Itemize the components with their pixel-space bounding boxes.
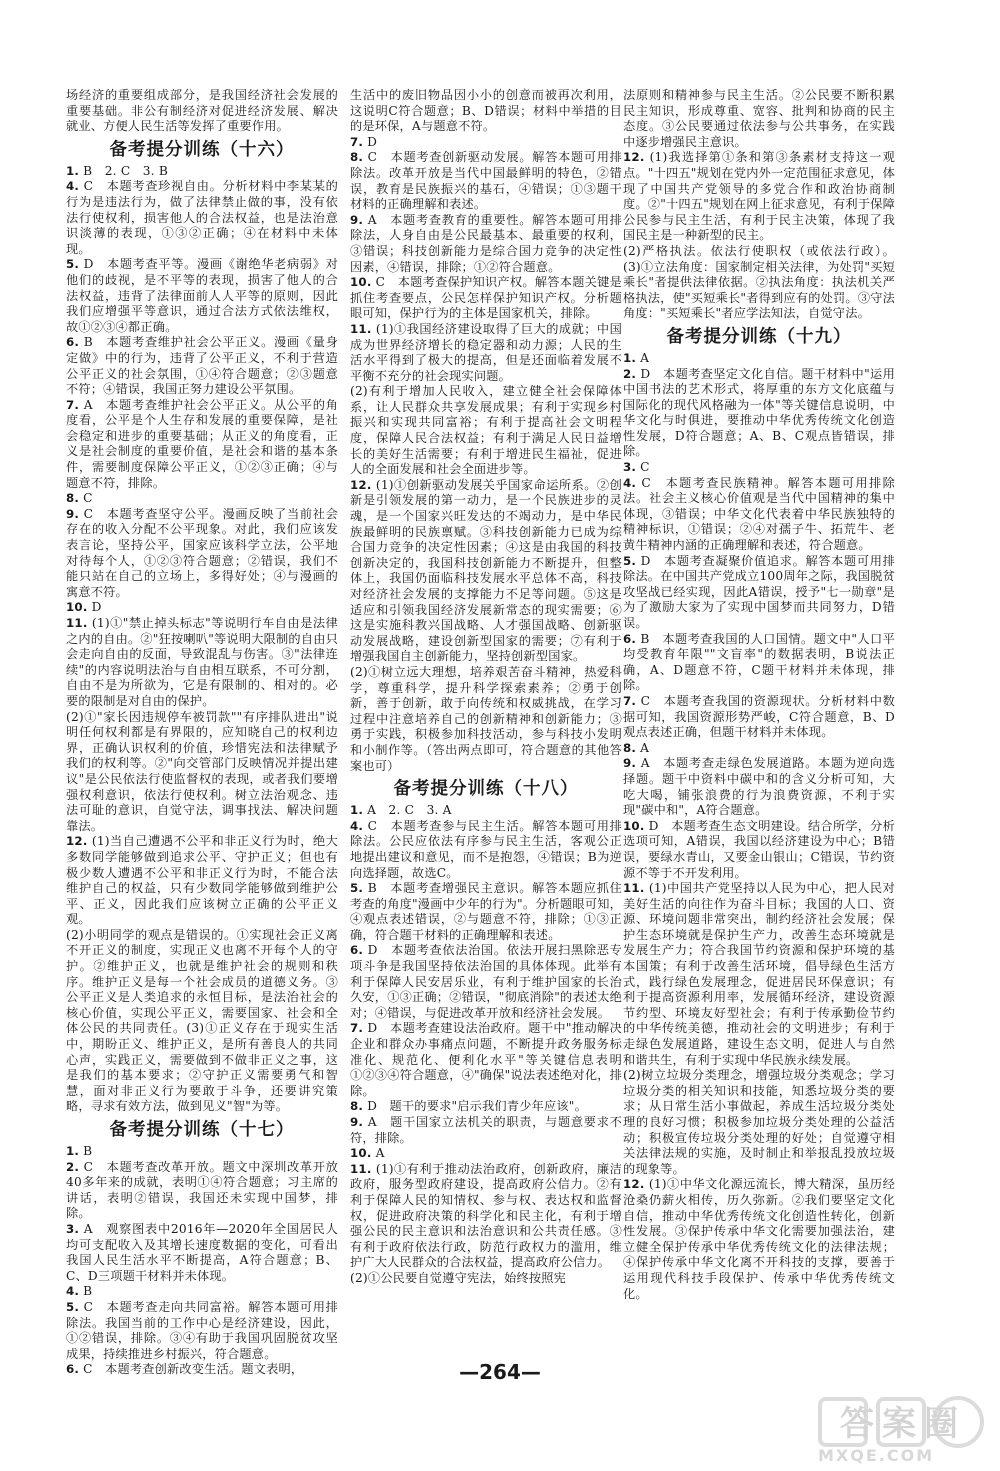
question-number: 6. [623,631,637,646]
answer-entry [350,803,622,819]
question-number: 9. [66,506,80,521]
question-number: 7. [66,397,80,412]
answer-entry [350,322,622,478]
answer-text: (1)当自己遭遇不公平和非正义行为时，绝大多数同学能够做到追求公平、守护正义；但也有极少数人遭遇不公平和非正义行为时，不能合法维护自己的权益，只有少数同学能够做到维护公平、正义，因此我们应该树立正确的公平正义观。 [66,834,338,927]
question-number: 6. [66,335,80,350]
answer-text: A 题干国家立法机关的职责，与题意要求不符，排除。 [350,1115,622,1145]
question-number: 1. [350,803,364,818]
answer-text: A 本题考查走绿色发展道路。本题为逆向选择题。题干中资料中碳中和的含义分析可知，大吃大喝，铺张浪费的行为浪费资源，不利于实现"碳中和"，A符合题意。 [623,756,895,818]
question-number: 3. [66,1221,80,1236]
answer-text: (1)①创新驱动发展关乎国家命运所系。②创新是引领发展的第一动力，是一个民族进步的灵魂，是一个国家兴旺发达的不竭动力，是中华民族最鲜明的民族禀赋。③科技创新能力已成为综合国力竞争的决定性因素；④这是由我国的科技创新决定的，我国科技创新能力不断提升，但整体上，我国仍面临科技发展水平总体不高，科技对经济社会发展的支撑能力不足等问题。⑤这是适应和引领我国经济发展新常态的现实需要；⑥这是实施科教兴国战略、人才强国战略、创新驱动发展战略，建设创新型国家的需要；⑦有利于增强我国自主创新能力，坚持创新型国家。 [350,477,622,664]
answer-entry [66,179,338,257]
question-number: 5. [66,1299,80,1314]
answer-subpart: (2)①"家长因违规停车被罚款""有序排队进出"说明任何权利都是有界限的，应知晓自己的权利边界，正确认识权利的价值，珍惜宪法和法律赋予我们的权利等。②"向交管部门反映情况并提出建议"是公民依法行使监督权的表现，或者我们要增强权利意识，依法行使权利。树立法治观念、违法可耻的意识，自觉守法，调事找法、解决问题靠法。 [66,709,338,833]
answer-subpart: (2)小明同学的观点是错误的。①实现社会正义离不开正义的制度，实现正义也离不开每个人的守护。②维护正义，也就是维护社会的规则和秩序。维护正义是每一个社会成员的道德义务。③公平正义是人类追求的永恒目标，是法治社会的核心价值，实现公平正义，需要国家、社会和全体公民的共同责任。(3)①正义存在于现实生活中，期盼正义、维护正义，是所有善良人的共同心声，实践正义，需要做到不做非正义之事，这是我们的基本要求；②守护正义需要勇气和智慧，面对非正义行为要敢于斗争，还要讲究策略，寻求有效方法，做到见义"智"为等。 [66,927,338,1114]
answer-text: C 本题考查创新改变生活。题文表明， [83,1362,304,1377]
question-number: 3. [623,460,637,475]
question-number: 9. [623,756,637,771]
question-number: 8. [623,740,637,755]
continued-text: 法原则和精神参与民主生活。②公民要不断积累民主知识，形成尊重、宽容、批判和协商的民主态度。③公民要通过依法参与公共事务，在实践中逐步增强民主意识。 [623,88,895,149]
answer-subpart: (2)严格执法。依法行使职权（或依法行政）。(3)①立法角度：国家制定相关法律，为处罚"买短乘长"者提供法律依据。②执法角度：执法机关严格执法，使"买短乘长"者得到应有的处罚。③守法角度："买短乘长"者应学法知法，自觉守法。 [623,243,895,321]
section-heading: 备考提分训练（十六） [109,139,295,160]
answer-entry [350,135,622,151]
answer-entry [66,616,338,834]
answer-text: D 本题考查依法治国。依法开展扫黑除恶专项斗争是我国坚持依法治国的具体体现。此举有利于保障人民安居乐业，有利于维护国家的长治久安，①③正确；②错误，"彻底消除"的表述太绝对；④错误，与促进改革开放和经济社会发展。 [350,943,622,1020]
answer-text: (1)中国共产党坚持以人民为中心，把人民对美好生活的向往作为奋斗目标；我国的人口、资源、环境问题非常突出，制约经济社会发展；保护生态环境就是保护生产力，改善生态环境就是发展生产力；符合我国节约资源和保护环境的基本国策；有利于改善生活环境，倡导绿色生活方式，践行绿色发展理念，促进居民环保意识；有利于提高资源利用率，发展循环经济，建设资源节约型、环境友好型社会；有利于传承勤俭节约的中华传统美德，推动社会的文明进步；有利于走绿色发展道路，建设生态文明，促进人与自然和谐共生，有利于实现中华民族永续发展。 [623,881,895,1067]
question-number: 8. [350,1099,364,1114]
answer-text: A 本题考查维护社会公平正义。从公平的角度看，公平是个人生存和发展的重要保障，是社会稳定和进步的重要基础；从正义的角度看，正义是社会制度的重要价值，是社会和谐的基本条件，需要制度保障公平正义，①②③正确；④与题意不符，排除。 [66,397,338,490]
answer-entry [623,554,895,632]
column-2 [350,88,622,1348]
answer-subpart: (2)有利于增加人民收入，建立健全社会保障体系，让人民群众共享发展成果；有利于实现乡村振兴和实现共同富裕；有利于提高社会文明程度，保障人民合法权益；有利于满足人民日益增长的美好生活需要；有利于增进民生福祉，促进人的全面发展和社会全面进步等。 [350,384,622,477]
answer-text: D 本题考查凝聚价值追求。解答本题可用排除法。在中国共产党成立100周年之际，我国脱贫攻坚战已经实现，因此A错误，授予"七一勋章"是为了激励大家为了实现中国梦而共同努力，D错误。 [623,553,895,630]
answer-text: D 本题考查坚定文化自信。题干材料中"运用中国书法的艺术形式，将厚重的东方文化底蕴与国际化的现代风格融为一体"等关键信息说明，中华文化与时俱进，要推动中华优秀传统文化创造性发展，D符合题意；A、B、C观点皆错误，排除。 [623,366,895,459]
answer-entry [66,1284,338,1300]
continued-text: 场经济的重要组成部分，是我国经济社会发展的重要基础。非公有制经济对促进经济发展、解决就业、方便人民生活等发挥了重要作用。 [66,88,338,134]
column-3 [623,88,895,1338]
answer-text: C [640,460,650,475]
answer-text: D 题干的要求"启示我们青少年应该"。 [367,1099,587,1114]
question-number: 6. [350,943,364,958]
answer-entry [66,1144,338,1160]
answer-text: B [83,1284,93,1299]
section-heading: 备考提分训练（十七） [109,1120,295,1140]
question-number: 7. [350,1021,364,1036]
question-number: 11. [623,881,645,896]
answer-entry [623,632,895,694]
answer-text: (1)我选择第①条和第③条素材支持这一观点。"十四五"规划在党内外一定范围征求意见，体现了中国共产党领导的多党合作和政治协商制度。②"十四五"规划在网上征求意见，有利于保障公民参与民主生活，有利于民主决策，体现了我国民主是一种新型的民主。 [623,150,895,243]
answer-entry [623,756,895,818]
question-number: 4. [623,475,637,490]
answer-entry [350,943,622,1021]
answer-entry [66,398,338,492]
question-number: 4. [66,179,80,194]
answer-text: A [375,1146,385,1161]
answer-entry [350,1115,622,1146]
answer-entry [350,1146,622,1162]
answer-text: C 本题考查走向共同富裕。解答本题可用排除法。我国当前的工作中心是经济建设，因此，①②错误，排除。③④有助于我国巩固脱贫攻坚成果，持续推进乡村振兴，符合题意。 [66,1299,338,1361]
question-number: 1. [623,350,637,365]
answer-text: D 本题考查建设法治政府。题干中"推动解决企业和群众办事痛点问题，不断提升政务服务标准化、规范化、便利化水平"等关键信息表明①②③④符合题意，④"确保"说法表述绝对化，排除。 [350,1021,622,1098]
answer-entry [623,694,895,741]
question-number: 12. [66,834,88,849]
answer-entry [623,741,895,757]
question-number: 12. [350,477,372,492]
question-number: 7. [350,134,364,149]
question-number: 2. [623,366,637,381]
question-number: 11. [350,321,372,336]
answer-text: A 观察图表中2016年—2020年全国居民人均可支配收入及其增长速度数据的变化，可看出我国人民生活水平不断提高，A符合题意；B、C、D三项题干材料并未体现。 [66,1221,338,1283]
answer-entry [66,164,338,180]
question-number: 10. [350,275,372,290]
page-number: —264— [459,1360,541,1384]
answer-text: C 本题考查创新驱动发展。解答本题可用排除法。改革开放是当代中国最鲜明的特色，②错误，教育是民族振兴的基石，④错误；①③题干材料的正确理解和表述。 [350,150,622,212]
watermark-url: MXQE.COM [818,1446,935,1465]
answer-text: B [83,1144,93,1158]
answer-entry [350,819,622,881]
answer-text: C 本题考查珍视自由。分析材料中李某某的行为是违法行为，做了法律禁止做的事，没有依法行使权利，损害他人的合法权益，也是法治意识淡薄的表现，①③②正确；④在材料中未体现。 [66,179,338,256]
answer-entry [623,819,895,881]
question-number: 11. [66,616,88,630]
answer-entry [350,1099,622,1115]
answer-subpart: (2)树立垃圾分类理念，增强垃圾分类观念；学习垃圾分类的相关知识和技能，知悉垃圾分类的要求；从日常生活小事做起，养成生活垃圾分类处理的良好习惯；积极参加垃圾分类处理的公益活动；积极宣传垃圾分类处理的好处；自觉遵守相关法律法规的实施，及时制止和举报乱投放垃圾的现象等。 [623,1068,895,1176]
question-number: 9. [350,1115,364,1129]
answer-text: (1)①我国经济建设取得了巨大的成就；中国成为世界经济增长的稳定器和动力源；人民的生活水平得到了极大的提高，但是还面临着发展不平衡不充分的社会现实问题。 [350,321,622,383]
answer-text: C [83,491,93,506]
answer-text: C 本题考查我国的资源现状。分析材料中数据可知，我国资源形势严峻，C符合题意，B、D观点表述正确，但题干材料并未体现。 [623,693,895,740]
answer-text: C 本题考查民族精神。解答本题可用排除法。社会主义核心价值观是当代中国精神的集中体现，③错误；中华文化代表着中华民族独特的精神标识，①错误；②④对孺子牛、拓荒牛、老黄牛精神内涵的正确理解和表述，符合题意。 [623,475,895,553]
question-number: 11. [350,1161,372,1176]
column-1 [66,88,339,1377]
question-number: 12. [623,150,645,165]
question-number: 10. [350,1146,372,1161]
question-number: 1. [66,163,80,178]
question-number: 4. [66,1284,80,1299]
answer-entry [66,257,338,335]
question-number: 4. [350,818,364,833]
answer-subpart: (2)①树立远大理想，培养艰苦奋斗精神，热爱科学，尊重科学，提升科学探索素养；②勇于创新，善于创新，敢于向传统和权威挑战，在学习过程中注意培养自己的创新精神和创新能力；③勇于实践，积极参加科技活动，参与科技小发明和小制作等。（答出两点即可，符合题意的其他答案也可） [350,664,622,773]
answer-entry [623,1177,895,1302]
answer-text: B 本题考查维护社会公平正义。漫画《量身定做》中的行为，违背了公平正义，不利于营造公平正义的社会氛围，①④符合题意；②③题意不符；④错误，我国正努力建设公平氛围。 [66,335,338,397]
answer-text: (1)①"禁止掉头标志"等说明行车自由是法律之内的自由。②"狂按喇叭"等说明大限制的自由只会走向自由的反面，导致混乱与伤害。③"法律连续"的内容说明法治与自由相互联系，不可分割，自由不是为所欲为，它是有限制的、相对的。必要的限制是对自由的保护。 [66,616,339,708]
answer-text: C 本题考查参与民主生活。解答本题可用排除法。公民应依法有序参与民主生活，客观公正地提出建议和意见，而不是抱怨，④错误；B为逆向选择题，故选C。 [350,818,622,880]
answer-entry [66,491,338,507]
watermark-text: 答案圈 [840,1404,966,1444]
answer-text: A 本题考查教育的重要性。解答本题可用排除法，人身自由是公民最基本、最重要的权利，③错误；科技创新能力是综合国力竞争的决定性因素，④错误，排除；①②符合题意。 [350,212,622,274]
answer-text: C 本题考查保护知识产权。解答本题关键是抓住考查要点，公民怎样保护知识产权。分析题眼可知，保护行为的主体是国家机关，排除。 [350,275,622,321]
question-number: 6. [66,1362,80,1377]
answer-text: A [640,350,650,365]
question-number: 8. [66,491,80,506]
answer-text: C 本题考查坚守公平。漫画反映了当前社会存在的收入分配不公平现象。对此，我们应该发表言论，坚持公平，国家应该科学立法，公平地对待每个人，①②③符合题意；②错误，我们不能只站在自己的立场上，多得好处；④与漫画的寓意不符。 [66,506,338,599]
question-number: 1. [66,1144,80,1158]
answer-entry [350,213,622,275]
answer-entry [350,275,622,322]
section-heading: 备考提分训练（十九） [666,326,852,347]
answer-text: (1)①有利于推动法治政府，创新政府，廉洁政府，服务型政府建设，提高政府公信力。②有利于保障人民的知情权、参与权、表达权和监督权，促进政府决策的科学化和民主化，有利于增强公民的民主意识和法治意识和公共责任感。③有利于政府依法行政，防范行政权力的滥用，维护广大人民群众的合法权益，提高政府公信力。 [350,1161,622,1270]
answer-entry [66,1160,338,1222]
answer-entry [350,1021,622,1099]
answer-entry [623,351,895,367]
answer-entry [66,1222,338,1284]
answer-text: B 本题考查增强民主意识。解答本题应抓住考查的角度"漫画中少年的行为"。分析题眼可知，④观点表述错误，②与题意不符，排除；①③正确，符合题干材料的正确理解和表述。 [350,881,622,942]
answer-entry [623,460,895,476]
answer-text: D [91,600,102,615]
answer-entry [66,600,338,616]
question-number: 8. [350,150,364,165]
answer-entry [623,881,895,1177]
question-number: 5. [66,257,80,272]
answer-entry [350,478,622,774]
answer-entry [350,150,622,212]
answer-text: D 本题考查生态文明建设。结合所学，分析选项可知，A错误，我国以经济建设为中心；B错误，要绿水青山，又要金山银山；C错误，节约资源不等于不开发利用。 [623,818,895,880]
question-number: 5. [623,553,637,568]
answer-entry [623,367,895,461]
answer-entry [623,476,895,554]
section-heading: 备考提分训练（十八） [393,779,579,800]
answer-entry [66,507,338,601]
answer-text: A 2. C 3. A [367,803,452,818]
answer-entry [623,150,895,322]
question-number: 2. [66,1159,80,1174]
answer-text: B 本题考查我国的人口国情。题文中"人口平均受教育年限""文盲率"的数据表明，B说法正确，A、D题意不符，C题干材料并未体现，排除。 [623,631,896,693]
question-number: 10. [623,818,645,833]
question-number: 10. [66,600,88,615]
continued-text: 生活中的废旧物品因小小的创意而被再次利用，这说明C符合题意；B、D错误；材料中举措的目的是环保，A与题意不符。 [350,88,622,134]
answer-text: B 2. C 3. B [83,163,168,178]
answer-subpart: (2)①公民要自觉遵守宪法，始终按照宪 [350,1270,567,1285]
question-number: 7. [623,693,637,708]
answer-entry [66,335,338,397]
answer-text: D 本题考查平等。漫画《谢绝华老病弱》对他们的歧视，是不平等的表现，损害了他人的合法权益，违背了法律面前人人平等的原则，因此我们应增强平等意识，通过合法方式依法维权，故①②③④都正确。 [66,257,338,334]
question-number: 5. [350,881,364,896]
answer-text: (1)①中华文化源远流长，博大精深，虽历经沧桑仍薪火相传，历久弥新。②我们要坚定文化自信，推动中华优秀传统文化创造性转化，创新性发展。③保护传承中华文化需要加强法治，建立健全保护传承中华优秀传统文化的法律法规；④保护传承中华文化离不开科技的支撑，要善于运用现代科技手段保护、传承中华优秀传统文化。 [623,1177,895,1301]
question-number: 9. [350,212,364,227]
answer-text: D [367,134,378,149]
answer-text: A [640,740,650,755]
answer-text: C 本题考查改革开放。题文中深圳改革开放40多年来的成就，表明①④符合题意；习主席的讲话，表明②错误，我国还未实现中国梦，排除。 [66,1159,338,1221]
question-number: 12. [623,1177,645,1192]
answer-entry [350,1162,622,1287]
answer-entry [66,1300,338,1362]
answer-entry [66,834,338,1115]
answer-entry [350,881,622,943]
